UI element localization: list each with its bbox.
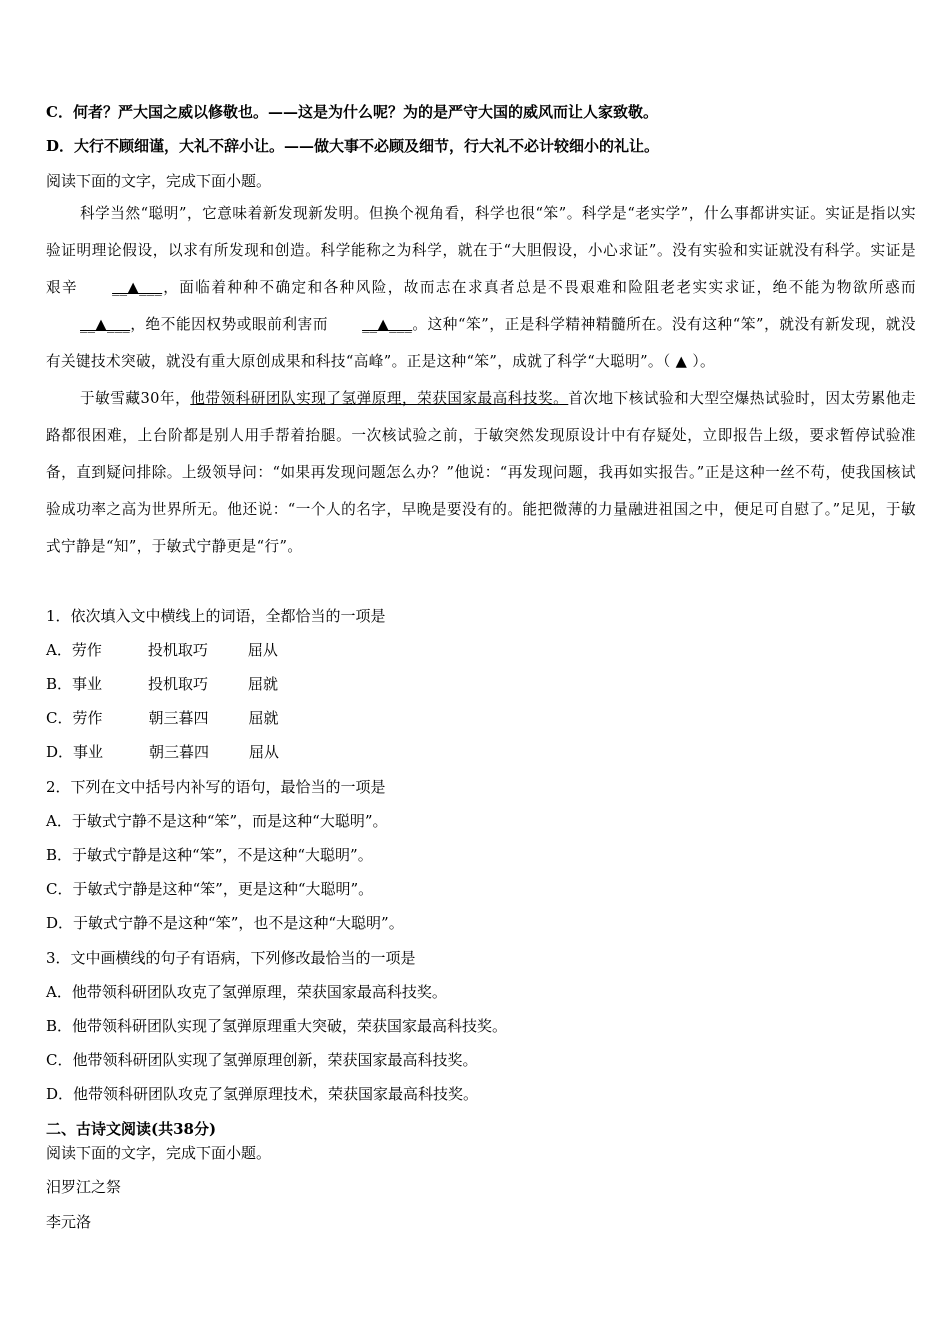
poem-title: 汨罗江之祭 — [46, 1178, 122, 1196]
p2-text-1: 于敏雪藏30年， — [80, 390, 191, 407]
p1-text-3: ，绝不能因权势或眼前利害而 — [130, 316, 329, 333]
q1-stem: 1．依次填入文中横线上的词语，全都恰当的一项是 — [46, 607, 386, 625]
p2-text-2: 首次地下核试验和大型空爆热试验时，因太劳累他走路都很困难，上台阶都是别人用手帮着抬腿。一次核试验之前，于敏突然发现原设计中有存疑处，立即报告上级，要求暂停试验准备，直到疑问排除。上级领导问：“如果再发现问题怎么办？”他说：“再发现问题，我再如实报告。”正是这种一丝不苟，使我国核试验成功率之高为世界所无。他还说：“一个人的名字，早晚是要没有的。能把微薄的力量融进祖国之中，便足可自慰了。”足见，于敏式宁静是“知”，于敏式宁静更是“行”。 — [46, 390, 916, 555]
q2-option-b: B．于敏式宁静是这种“笨”，不是这种“大聪明”。 — [46, 846, 373, 864]
q1-option-c: C．劳作 朝三暮四 屈就 — [46, 709, 279, 727]
q1-option-d: D．事业 朝三暮四 屈从 — [46, 743, 280, 761]
option-d-top: D．大行不顾细谨，大礼不辞小让。——做大事不必顾及细节，行大礼不必计较细小的礼让。 — [46, 137, 660, 155]
reading-passage — [46, 195, 916, 565]
q1-option-b: B．事业 投机取巧 屈就 — [46, 675, 279, 693]
p1-text-2: ，面临着种种不确定和各种风险，故而志在求真者总是不畏艰难和险阻老老实实求证，绝不能为物欲所惑而 — [162, 279, 916, 296]
fill-blank-1: __▲___ — [112, 279, 163, 296]
q1-option-a: A．劳作 投机取巧 屈从 — [46, 641, 278, 659]
p1-text-1: 科学当然“聪明”，它意味着新发现新发明。但换个视角看，科学也很“笨”。科学是“老实学”，什么事都讲实证。实证是指以实验证明理论假设，以求有所发现和创造。科学能称之为科学，就在于“大胆假设，小心求证”。没有实验和实证就没有科学。实证是艰辛 — [46, 205, 916, 296]
q3-option-a: A．他带领科研团队攻克了氢弹原理，荣获国家最高科技奖。 — [46, 983, 447, 1001]
q3-stem: 3．文中画横线的句子有语病，下列修改最恰当的一项是 — [46, 949, 416, 967]
author-name: 李元洛 — [46, 1213, 92, 1231]
q2-option-d: D．于敏式宁静不是这种“笨”，也不是这种“大聪明”。 — [46, 914, 404, 932]
underlined-sentence: 他带领科研团队实现了氢弹原理，荣获国家最高科技奖。 — [190, 390, 569, 407]
q2-option-a: A．于敏式宁静不是这种“笨”，而是这种“大聪明”。 — [46, 812, 388, 830]
q3-option-b: B．他带领科研团队实现了氢弹原理重大突破，荣获国家最高科技奖。 — [46, 1017, 508, 1035]
p1-text-4: 。这种“笨”，正是科学精神精髓所在。没有这种“笨”，就没有新发现，就没有关键技术突破，就没有重大原创成果和科技“高峰”。正是这种“笨”，成就了科学“大聪明”。（ ▲ ）。 — [46, 316, 916, 370]
fill-blank-3: __▲___ — [362, 316, 413, 333]
q3-option-c: C．他带领科研团队实现了氢弹原理创新，荣获国家最高科技奖。 — [46, 1051, 478, 1069]
passage-paragraph-2 — [46, 380, 916, 565]
section-instruction: 阅读下面的文字，完成下面小题。 — [46, 1144, 272, 1162]
reading-instruction: 阅读下面的文字，完成下面小题。 — [46, 172, 272, 190]
section-heading: 二、古诗文阅读(共38分) — [46, 1120, 217, 1138]
q2-option-c: C．于敏式宁静是这种“笨”，更是这种“大聪明”。 — [46, 880, 374, 898]
option-c-top: C．何者？严大国之威以修敬也。——这是为什么呢？为的是严守大国的威风而让人家致敬。 — [46, 103, 658, 121]
passage-paragraph-1 — [46, 195, 916, 380]
q2-stem: 2．下列在文中括号内补写的语句，最恰当的一项是 — [46, 778, 386, 796]
fill-blank-2: __▲___ — [80, 316, 131, 333]
q3-option-d: D．他带领科研团队攻克了氢弹原理技术，荣获国家最高科技奖。 — [46, 1085, 479, 1103]
